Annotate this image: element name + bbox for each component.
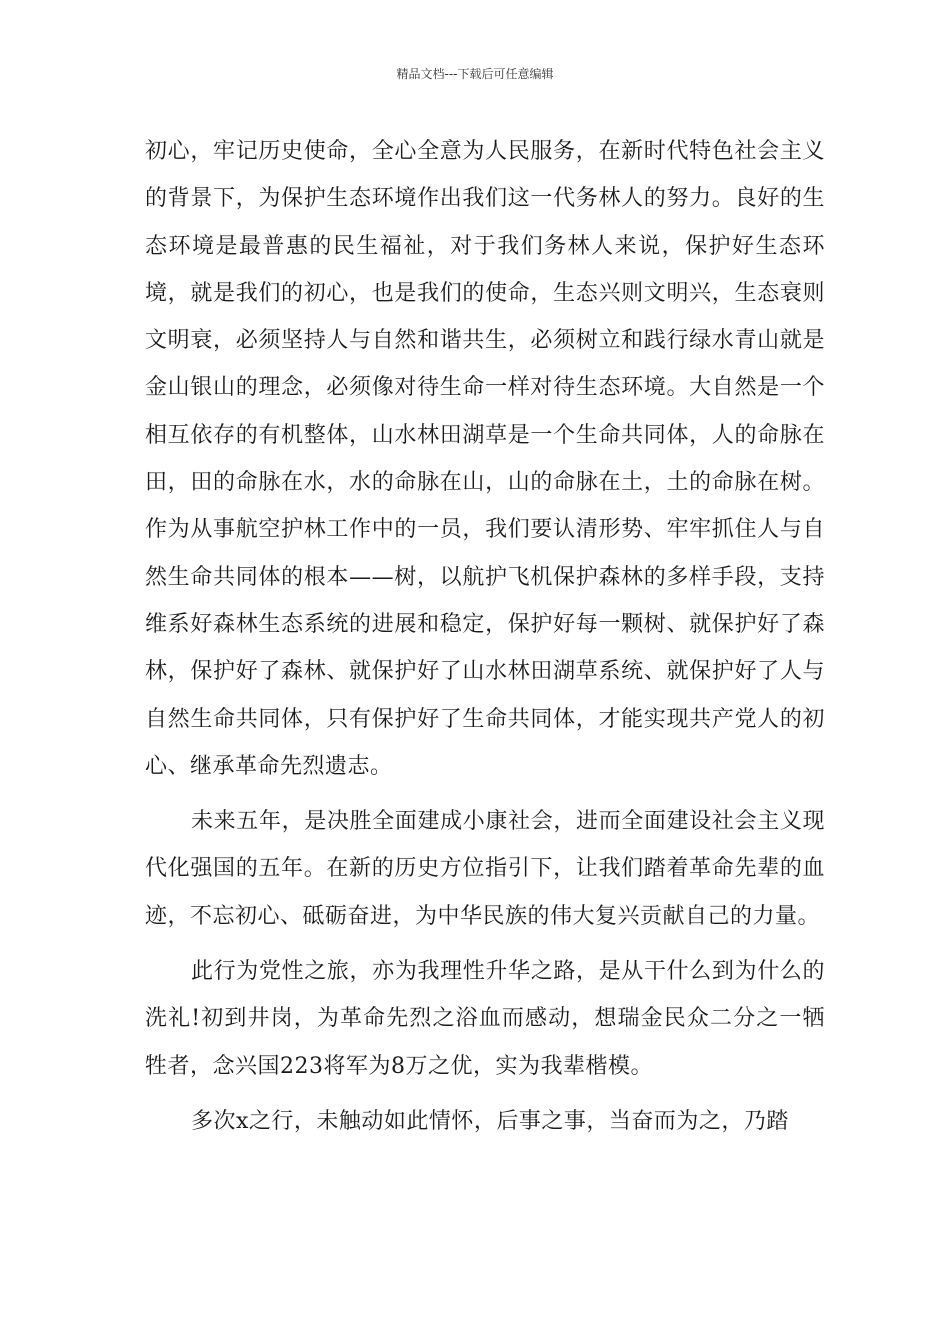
paragraph-2: 未来五年，是决胜全面建成小康社会，进而全面建设社会主义现代化强国的五年。在新的历史方位指引下，让我们踏着革命先辈的血迹，不忘初心、砥砺奋进，为中华民族的伟大复兴贡献自己的力量。 [145,809,825,929]
paragraph-3: 此行为党性之旅，亦为我理性升华之路，是从干什么到为什么的洗礼!初到井岗，为革命先烈之浴血而感动，想瑞金民众二分之一牺牲者，念兴国223将军为8万之优，实为我辈楷模。 [145,959,825,1079]
paragraph-4: 多次x之行，未触动如此情怀，后事之事，当奋而为之，乃踏 [191,1108,789,1134]
paragraph-1: 初心，牢记历史使命，全心全意为人民服务，在新时代特色社会主义的背景下，为保护生态环境作出我们这一代务林人的努力。良好的生态环境是最普惠的民生福祉，对于我们务林人来说，保护好生态环境，就是我们的初心，也是我们的使命，生态兴则文明兴，生态衰则文明衰，必须坚持人与自然和谐共生，必须树立和践行绿水青山就是金山银山的理念，必须像对待生命一样对待生态环境。大自然是一个相互依存的有机整体，山水林田湖草是一个生命共同体，人的命脉在田，田的命脉在水，水的命脉在山，山的命脉在土，土的命脉在树。作为从事航空护林工作中的一员，我们要认清形势、牢牢抓住人与自然生命共同体的根本——树，以航护飞机保护森林的多样手段，支持维系好森林生态系统的进展和稳定，保护好每一颗树、就保护好了森林，保护好了森林、就保护好了山水林田湖草系统、就保护好了人与自然生命共同体，只有保护好了生命共同体，才能实现共产党人的初心、继承革命先烈遗志。 [145,139,825,779]
page-header: 精品文档---下载后可任意编辑 [396,67,554,81]
document-body [145,128,825,1145]
